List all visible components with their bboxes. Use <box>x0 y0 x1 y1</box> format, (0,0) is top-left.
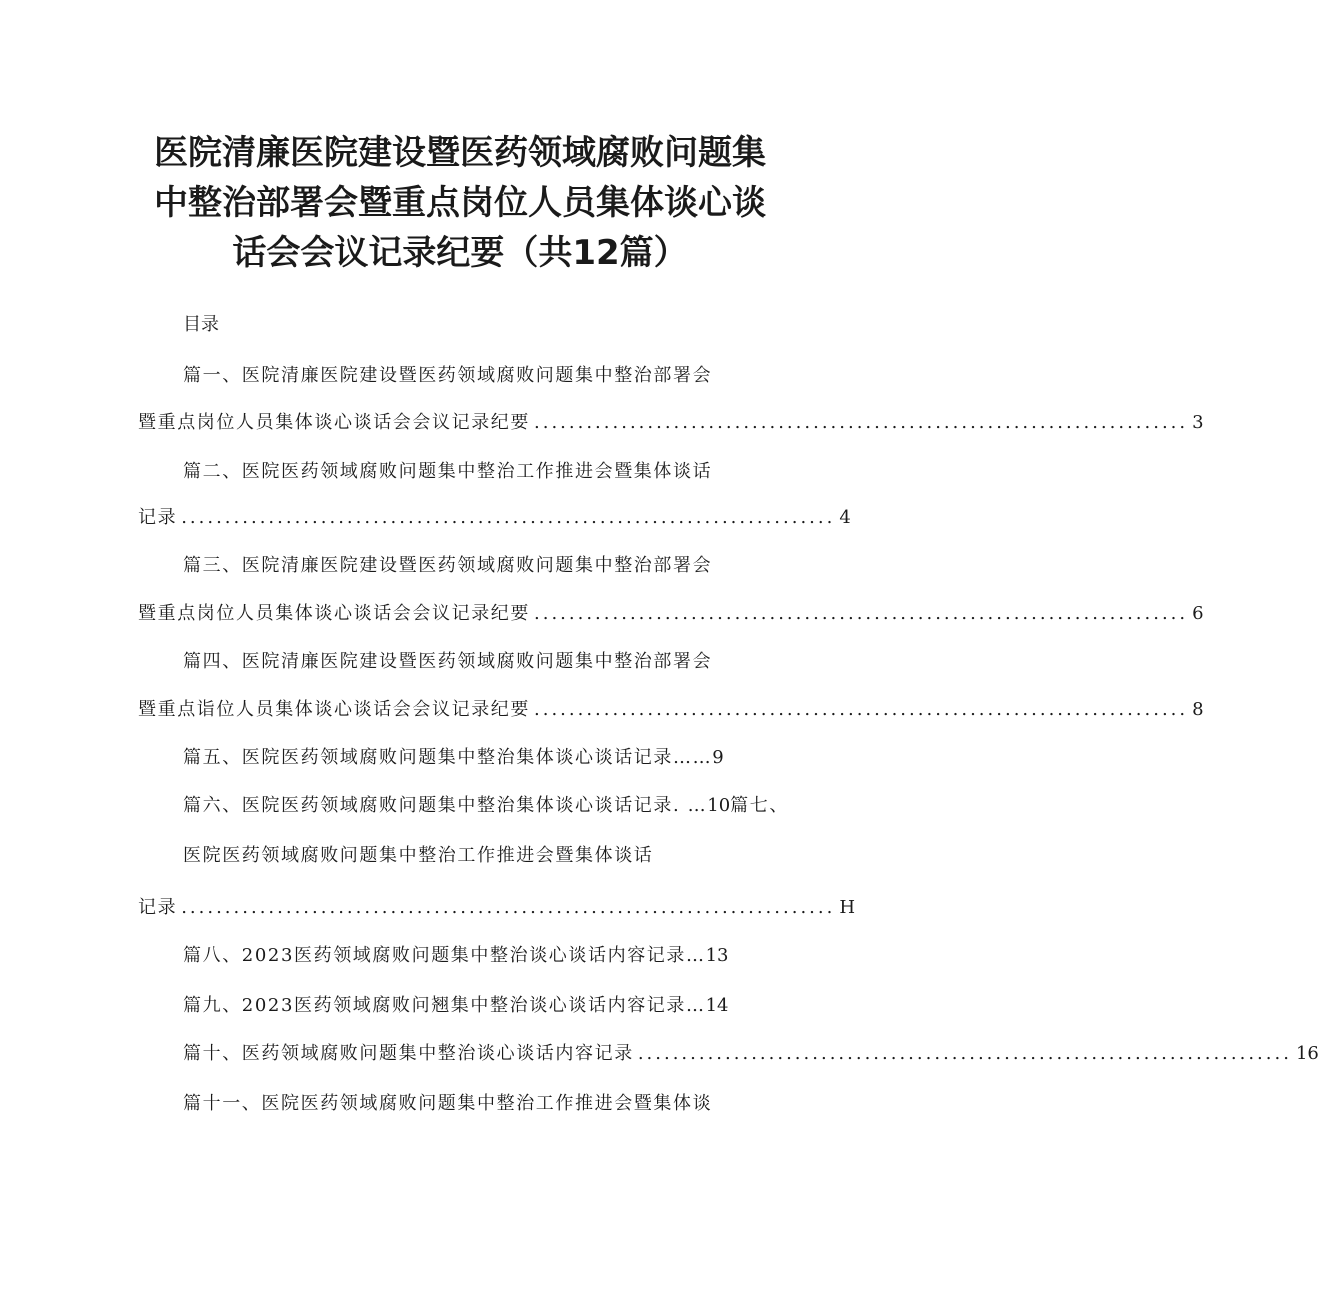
toc-entry-text: 篇五、医院医药领域腐败问题集中整治集体谈心谈话记录…… <box>183 747 713 768</box>
toc-page-number: 6 <box>1192 603 1204 624</box>
toc-entry-11-line-1: 篇十一、医院医药领域腐败问题集中整治工作推进会暨集体谈 <box>183 1093 713 1114</box>
toc-entry-3-line-2 <box>138 601 1204 627</box>
toc-entry-text: 篇十、医药领域腐败问题集中整治谈心谈话内容记录 <box>183 1043 634 1064</box>
toc-entry-text: 篇六、医院医药领域腐败问题集中整治集体谈心谈话记录. … <box>183 795 708 816</box>
toc-leader-dots: ........................................................................... <box>534 603 1189 624</box>
toc-entry-6 <box>183 793 789 819</box>
toc-entry-1-line-1: 篇一、医院清廉医院建设暨医药领域腐败问题集中整治部署会 <box>183 365 713 386</box>
toc-leader-dots: ........................................................................... <box>181 507 836 528</box>
toc-entry-text: 暨重点岗位人员集体谈心谈话会会议记录纪要 <box>138 603 530 624</box>
document-title <box>140 128 780 278</box>
toc-entry-text: 篇九、2023医药领域腐败问翘集中整治谈心谈话内容记录… <box>183 995 706 1016</box>
toc-entry-4-line-2 <box>138 697 1204 723</box>
toc-page-number: 13 <box>705 945 729 966</box>
toc-entry-text: 篇八、2023医药领域腐败问题集中整治谈心谈话内容记录… <box>183 945 706 966</box>
toc-entry-5 <box>183 745 724 771</box>
toc-entry-7-line-2 <box>138 895 856 921</box>
toc-page-number: 16 <box>1295 1043 1319 1064</box>
toc-page-number: H <box>839 897 856 918</box>
toc-entry-10 <box>183 1041 1319 1067</box>
toc-entry-2-line-1: 篇二、医院医药领域腐败问题集中整治工作推进会暨集体谈话 <box>183 461 713 482</box>
title-line-3: 话会会议记录纪要（共12篇） <box>232 233 688 273</box>
toc-entry-2-line-2 <box>138 505 851 531</box>
toc-entry-3-line-1: 篇三、医院清廉医院建设暨医药领域腐败问题集中整治部署会 <box>183 555 713 576</box>
toc-page-number: 8 <box>1192 699 1204 720</box>
toc-entry-7-line-1: 医院医药领域腐败问题集中整治工作推进会暨集体谈话 <box>183 845 654 866</box>
toc-entry-text: 记录 <box>138 897 178 918</box>
toc-entry-7-prefix: 篇七、 <box>730 795 789 816</box>
toc-entry-text: 记录 <box>138 507 178 528</box>
toc-leader-dots: ........................................................................... <box>637 1043 1292 1064</box>
toc-page-number: 3 <box>1192 412 1204 433</box>
toc-page-number: 10 <box>707 795 731 816</box>
title-line-2: 中整治部署会暨重点岗位人员集体谈心谈 <box>154 183 766 223</box>
toc-entry-text: 暨重点岗位人员集体谈心谈话会会议记录纪要 <box>138 412 530 433</box>
toc-page-number: 4 <box>839 507 851 528</box>
toc-leader-dots: ........................................................................... <box>181 897 836 918</box>
title-line-1: 医院清廉医院建设暨医药领域腐败问题集 <box>154 133 766 173</box>
toc-entry-9 <box>183 993 729 1019</box>
toc-heading: 目录 <box>183 314 219 335</box>
toc-entry-text: 暨重点诣位人员集体谈心谈话会会议记录纪要 <box>138 699 530 720</box>
toc-leader-dots: ........................................................................... <box>534 412 1189 433</box>
toc-entry-8 <box>183 943 729 969</box>
toc-page-number: 9 <box>712 747 724 768</box>
toc-page-number: 14 <box>705 995 729 1016</box>
toc-entry-4-line-1: 篇四、医院清廉医院建设暨医药领域腐败问题集中整治部署会 <box>183 651 713 672</box>
toc-entry-1-line-2 <box>138 410 1204 436</box>
toc-leader-dots: ........................................................................... <box>534 699 1189 720</box>
